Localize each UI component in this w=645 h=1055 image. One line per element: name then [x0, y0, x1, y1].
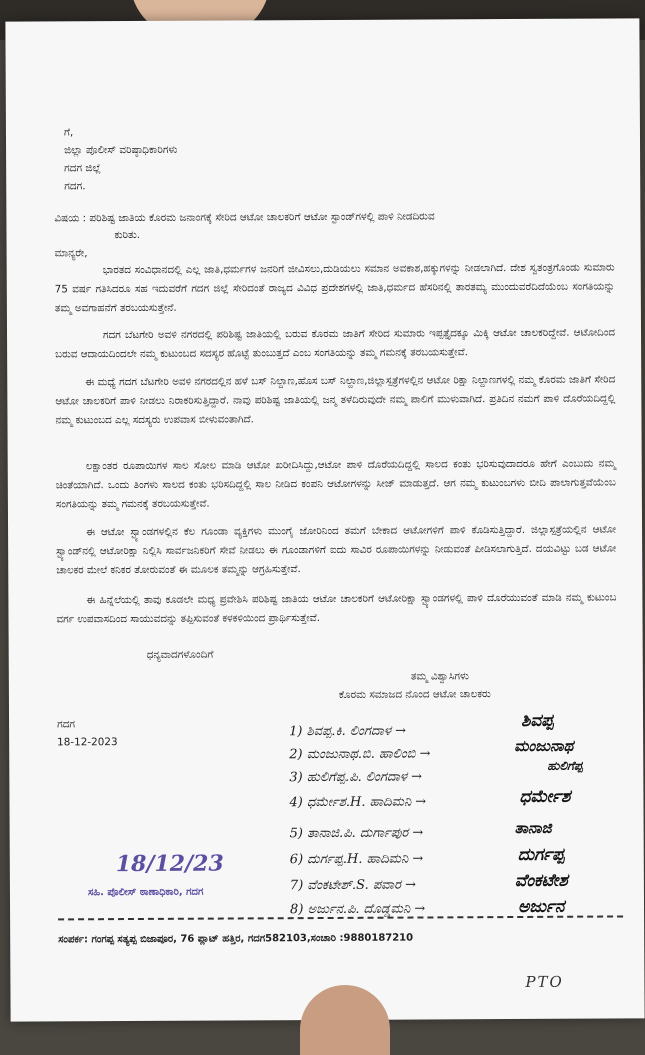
- signature: ದುರ್ಗಪ್ಪ: [517, 844, 565, 865]
- received-stamp: [88, 850, 263, 911]
- signatory-name: 6) ದುರ್ಗಪ್ಪ.H. ಹಾದಿಮನಿ →: [289, 851, 424, 868]
- organization-name: ಕೊರಮ ಸಮಾಜದ ನೊಂದ ಆಟೋ ಚಾಲಕರು: [338, 688, 491, 701]
- signature: ತಾನಾಜಿ: [514, 818, 552, 838]
- paragraph-1: ಭಾರತದ ಸಂವಿಧಾನದಲ್ಲಿ ಎಲ್ಲ ಜಾತಿ,ಧರ್ಮಗಳ ಜನರಿಗೆ ಜೀವಿಸಲು,ದುಡಿಯಲು ಸಮಾನ ಅವಕಾಶ,ಹಕ್ಕುಗಳನ್ನು ನೀಡಲಾಗಿದೆ. ದೇಶ ಸ್ವತಂತ್ರಗೊಂಡು ಸುಮಾರು 75 ವರ್ಷ ಗತಿಸಿದರೂ ಸಹ ಇದುವರೆಗೆ ಗದಗ ಜಿಲ್ಲೆ ಸೇರಿದಂತೆ ರಾಜ್ಯದ ವಿವಿಧ ಪ್ರದೇಶಗಳಲ್ಲಿ ಜಾತಿ,ಧರ್ಮದ ಹೆಸರಿನಲ್ಲಿ ತಾರತಮ್ಯ ಮುಂದುವರೆದಿದೆಯೆಂಬ ಸಂಗತಿಯನ್ನು ತಮ್ಮ ಅವಗಾಹನೆಗೆ ತರಬಯಸುತ್ತೇನೆ.: [54, 261, 615, 315]
- thanks-line: ಧನ್ಯವಾದಗಳೊಂದಿಗೆ: [146, 648, 214, 661]
- recipient-district: ಗದಗ ಜಿಲ್ಲೆ: [64, 162, 101, 175]
- recipient-city: ಗದಗ.: [64, 180, 86, 193]
- subject-line: ವಿಷಯ : ಪರಿಶಿಷ್ಟ ಜಾತಿಯ ಕೊರಮ ಜನಾಂಗಕ್ಕೆ ಸೇರಿದ ಆಟೋ ಚಾಲಕರಿಗೆ ಆಟೋ ಸ್ಟಾಂಡ್‌ಗಳಲ್ಲಿ ಪಾಳಿ ನೀಡದಿರುವ: [54, 210, 435, 225]
- pto-note: PTO: [525, 972, 564, 991]
- signatory-name: 4) ಧರ್ಮೇಶ.H. ಹಾದಿಮನಿ →: [289, 794, 427, 811]
- signature: ಶಿವಪ್ಪ: [521, 710, 554, 731]
- signatory-name: 8) ಅರ್ಜುನ.ಪಿ. ದೊಡ್ಡಮನಿ →: [290, 901, 426, 918]
- signature: ಹುಲಿಗೆಪ್ಪ: [547, 758, 583, 773]
- signature: ಅರ್ಜುನ: [517, 896, 565, 917]
- to-salutation: ಗೆ,: [63, 126, 74, 139]
- paragraph-3: ಈ ಮಧ್ಯೆ ಗದಗ ಬೆಟಗೇರಿ ಅವಳಿ ನಗರದಲ್ಲಿನ ಹಳೆ ಬಸ್ ನಿಲ್ದಾಣ,ಹೊಸ ಬಸ್ ನಿಲ್ದಾಣ,ಜಿಲ್ಲಾಸ್ಪತ್ರೆಗಳಲ್ಲಿನ ಆಟೋ ರಿಕ್ಷಾ ನಿಲ್ದಾಣಗಳಲ್ಲಿ ನಮ್ಮ ಕೊರಮ ಜಾತಿಗೆ ಸೇರಿದ ಆಟೋ ಚಾಲಕರಿಗೆ ಪಾಳಿ ನೀಡಲು ನಿರಾಕರಿಸುತ್ತಿದ್ದಾರೆ. ನಾವು ಪರಿಶಿಷ್ಟ ಜಾತಿಯಲ್ಲಿ ಜನ್ಮ ತಳೆದಿರುವುದೇ ನಮ್ಮ ಪಾಲಿಗೆ ಮುಳುವಾಗಿದೆ. ಪ್ರತಿದಿನ ನಮಗೆ ಪಾಳಿ ದೊರೆಯದಿದ್ದಲ್ಲಿ ನಮ್ಮ ಕುಟುಂಬದ ಎಲ್ಲ ಸದಸ್ಯರು ಉಪವಾಸ ಬೀಳುವಂತಾಗಿದೆ.: [55, 373, 616, 427]
- subject-line-cont: ಕುರಿತು.: [114, 228, 141, 242]
- recipient-title: ಜಿಲ್ಲಾ ಪೊಲೀಸ್ ವರಿಷ್ಠಾಧಿಕಾರಿಗಳು: [64, 143, 178, 157]
- signature: ವೆಂಕಟೇಶ: [514, 870, 568, 892]
- date: 18-12-2023: [57, 736, 118, 749]
- signatory-name: 1) ಶಿವಪ್ಪ.ಕಿ. ಲಿಂಗದಾಳ →: [289, 723, 407, 740]
- signature: ಧರ್ಮೇಶ: [519, 786, 571, 807]
- stamp-text: ಸಹಿ. ಪೊಲೀಸ್ ಠಾಣಾಧಿಕಾರಿ, ಗದಗ: [87, 886, 204, 899]
- contact-footer: ಸಂಪರ್ಕ: ಗಂಗಪ್ಪ ಸತ್ಯಪ್ಪ ಬಿಜಾಪೂರ, 76 ಪ್ಲಾಟ್ ಹತ್ತಿರ, ಗದಗ582103,ಸಂಚಾರಿ :9880187210: [58, 932, 414, 946]
- paragraph-4: ಲಕ್ಷಾಂತರ ರೂಪಾಯಿಗಳ ಸಾಲ ಸೋಲ ಮಾಡಿ ಆಟೋ ಖರೀದಿಸಿದ್ದು,ಆಟೋ ಪಾಳಿ ದೊರೆಯದಿದ್ದಲ್ಲಿ ಸಾಲದ ಕಂತು ಭರಿಸುವುದಾದರೂ ಹೇಗೆ ಎಂಬುದು ನಮ್ಮ ಚಿಂತೆಯಾಗಿದೆ. ಒಂದು ತಿಂಗಳು ಸಾಲದ ಕಂತು ಭರಿಸದಿದ್ದಲ್ಲಿ ಸಾಲ ನೀಡಿದ ಕಂಪನಿ ಆಟೋಗಳನ್ನು ಸೀಜ್ ಮಾಡುತ್ತದೆ. ಆಗ ನಮ್ಮ ಕುಟುಂಬಗಳು ಬೀದಿ ಪಾಲಾಗುತ್ತವೆಯೆಂಬ ಸಂಗತಿಯನ್ನು ತಮ್ಮ ಗಮನಕ್ಕೆ ತರಬಯಸುತ್ತೇವೆ.: [55, 457, 616, 511]
- signature: ಮಂಜುನಾಥ: [514, 736, 574, 756]
- paragraph-2: ಗದಗ ಬೆಟಗೇರಿ ಅವಳಿ ನಗರದಲ್ಲಿ ಪರಿಶಿಷ್ಟ ಜಾತಿಯಲ್ಲಿ ಬರುವ ಕೊರಮ ಜಾತಿಗೆ ಸೇರಿದ ಸುಮಾರು ಇಪ್ಪತ್ತೈದಕ್ಕೂ ಮಿಕ್ಕಿ ಆಟೋ ಚಾಲಕರಿದ್ದೇವೆ. ಆಟೋದಿಂದ ಬರುವ ಆದಾಯದಿಂದಲೇ ನಮ್ಮ ಕುಟುಂಬದ ಸದಸ್ಯರ ಹೊಟ್ಟೆ ತುಂಬುತ್ತದೆ ಎಂಬ ಸಂಗತಿಯನ್ನು ತಮ್ಮ ಗಮನಕ್ಕೆ ತರಬಯಸುತ್ತೇವೆ.: [55, 326, 616, 361]
- greeting: ಮಾನ್ಯರೇ,: [54, 247, 88, 260]
- signatory-name: 7) ವೆಂಕಟೇಶ್.S. ಪವಾರ →: [289, 877, 417, 894]
- signatory-name: 3) ಹುಲಿಗೆಪ್ಪ.ಪಿ. ಲಿಂಗದಾಳ →: [289, 769, 423, 786]
- footer-divider: [58, 915, 623, 920]
- letter-sheet: [5, 18, 644, 1021]
- paragraph-5: ಈ ಆಟೋ ಸ್ಟ್ಯಾಂಡಗಳಲ್ಲಿನ ಕೆಲ ಗೂಂಡಾ ವ್ಯಕ್ತಿಗಳು ಮುಂಗೈ ಜೋರಿನಿಂದ ತಮಗೆ ಬೇಕಾದ ಆಟೋಗಳಿಗೆ ಪಾಳಿ ಕೊಡಿಸುತ್ತಿದ್ದಾರೆ. ಜಿಲ್ಲಾಸ್ಪತ್ರೆಯಲ್ಲಿನ ಆಟೋ ಸ್ಟ್ಯಾಂಡ್‌ನಲ್ಲಿ ಆಟೋರಿಕ್ಷಾ ನಿಲ್ಲಿಸಿ ಸಾರ್ವಜನಿಕರಿಗೆ ಸೇವೆ ನೀಡಲು ಈ ಗೂಂಡಾಗಳಿಗೆ ಐದು ಸಾವಿರ ರೂಪಾಯಿಗಳನ್ನು ನೀಡುವಂತೆ ಪೀಡಿಸಲಾಗುತ್ತಿದೆ. ದಯವಿಟ್ಟು ಬಡ ಆಟೋ ಚಾಲಕರ ಮೇಲೆ ಕನಿಕರ ತೋರುವಂತೆ ಈ ಮೂಲಕ ತಮ್ಮನ್ನು ಆಗ್ರಹಿಸುತ್ತೇವೆ.: [56, 523, 617, 577]
- stamp-signature: 18/12/23: [115, 850, 224, 878]
- signatory-name: 2) ಮಂಜುನಾಥ.ಬಿ. ಹಾಲಿಂಬಿ →: [289, 746, 431, 763]
- paragraph-6: ಈ ಹಿನ್ನೆಲೆಯಲ್ಲಿ ತಾವು ಕೂಡಲೇ ಮಧ್ಯ ಪ್ರವೇಶಿಸಿ ಪರಿಶಿಷ್ಟ ಜಾತಿಯ ಆಟೋ ಚಾಲಕರಿಗೆ ಆಟೋರಿಕ್ಷಾ ಸ್ಟ್ಯಾಂಡಗಳಲ್ಲಿ ಪಾಳಿ ದೊರೆಯುವಂತೆ ಮಾಡಿ ನಮ್ಮ ಕುಟುಂಬ ವರ್ಗ ಉಪವಾಸದಿಂದ ಸಾಯುವದನ್ನು ತಪ್ಪಿಸುವಂತೆ ಕಳಕಳಿಯಿಂದ ಪ್ರಾರ್ಥಿಸುತ್ತೇವೆ.: [56, 591, 617, 626]
- place: ಗದಗ: [57, 718, 76, 731]
- signatory-name: 5) ತಾನಾಜಿ.ಪಿ. ದುರ್ಗಾಪುರ →: [289, 825, 424, 842]
- closing-line: ತಮ್ಮ ವಿಶ್ವಾಸಿಗಳು: [410, 670, 469, 683]
- letter-content: [5, 18, 644, 1021]
